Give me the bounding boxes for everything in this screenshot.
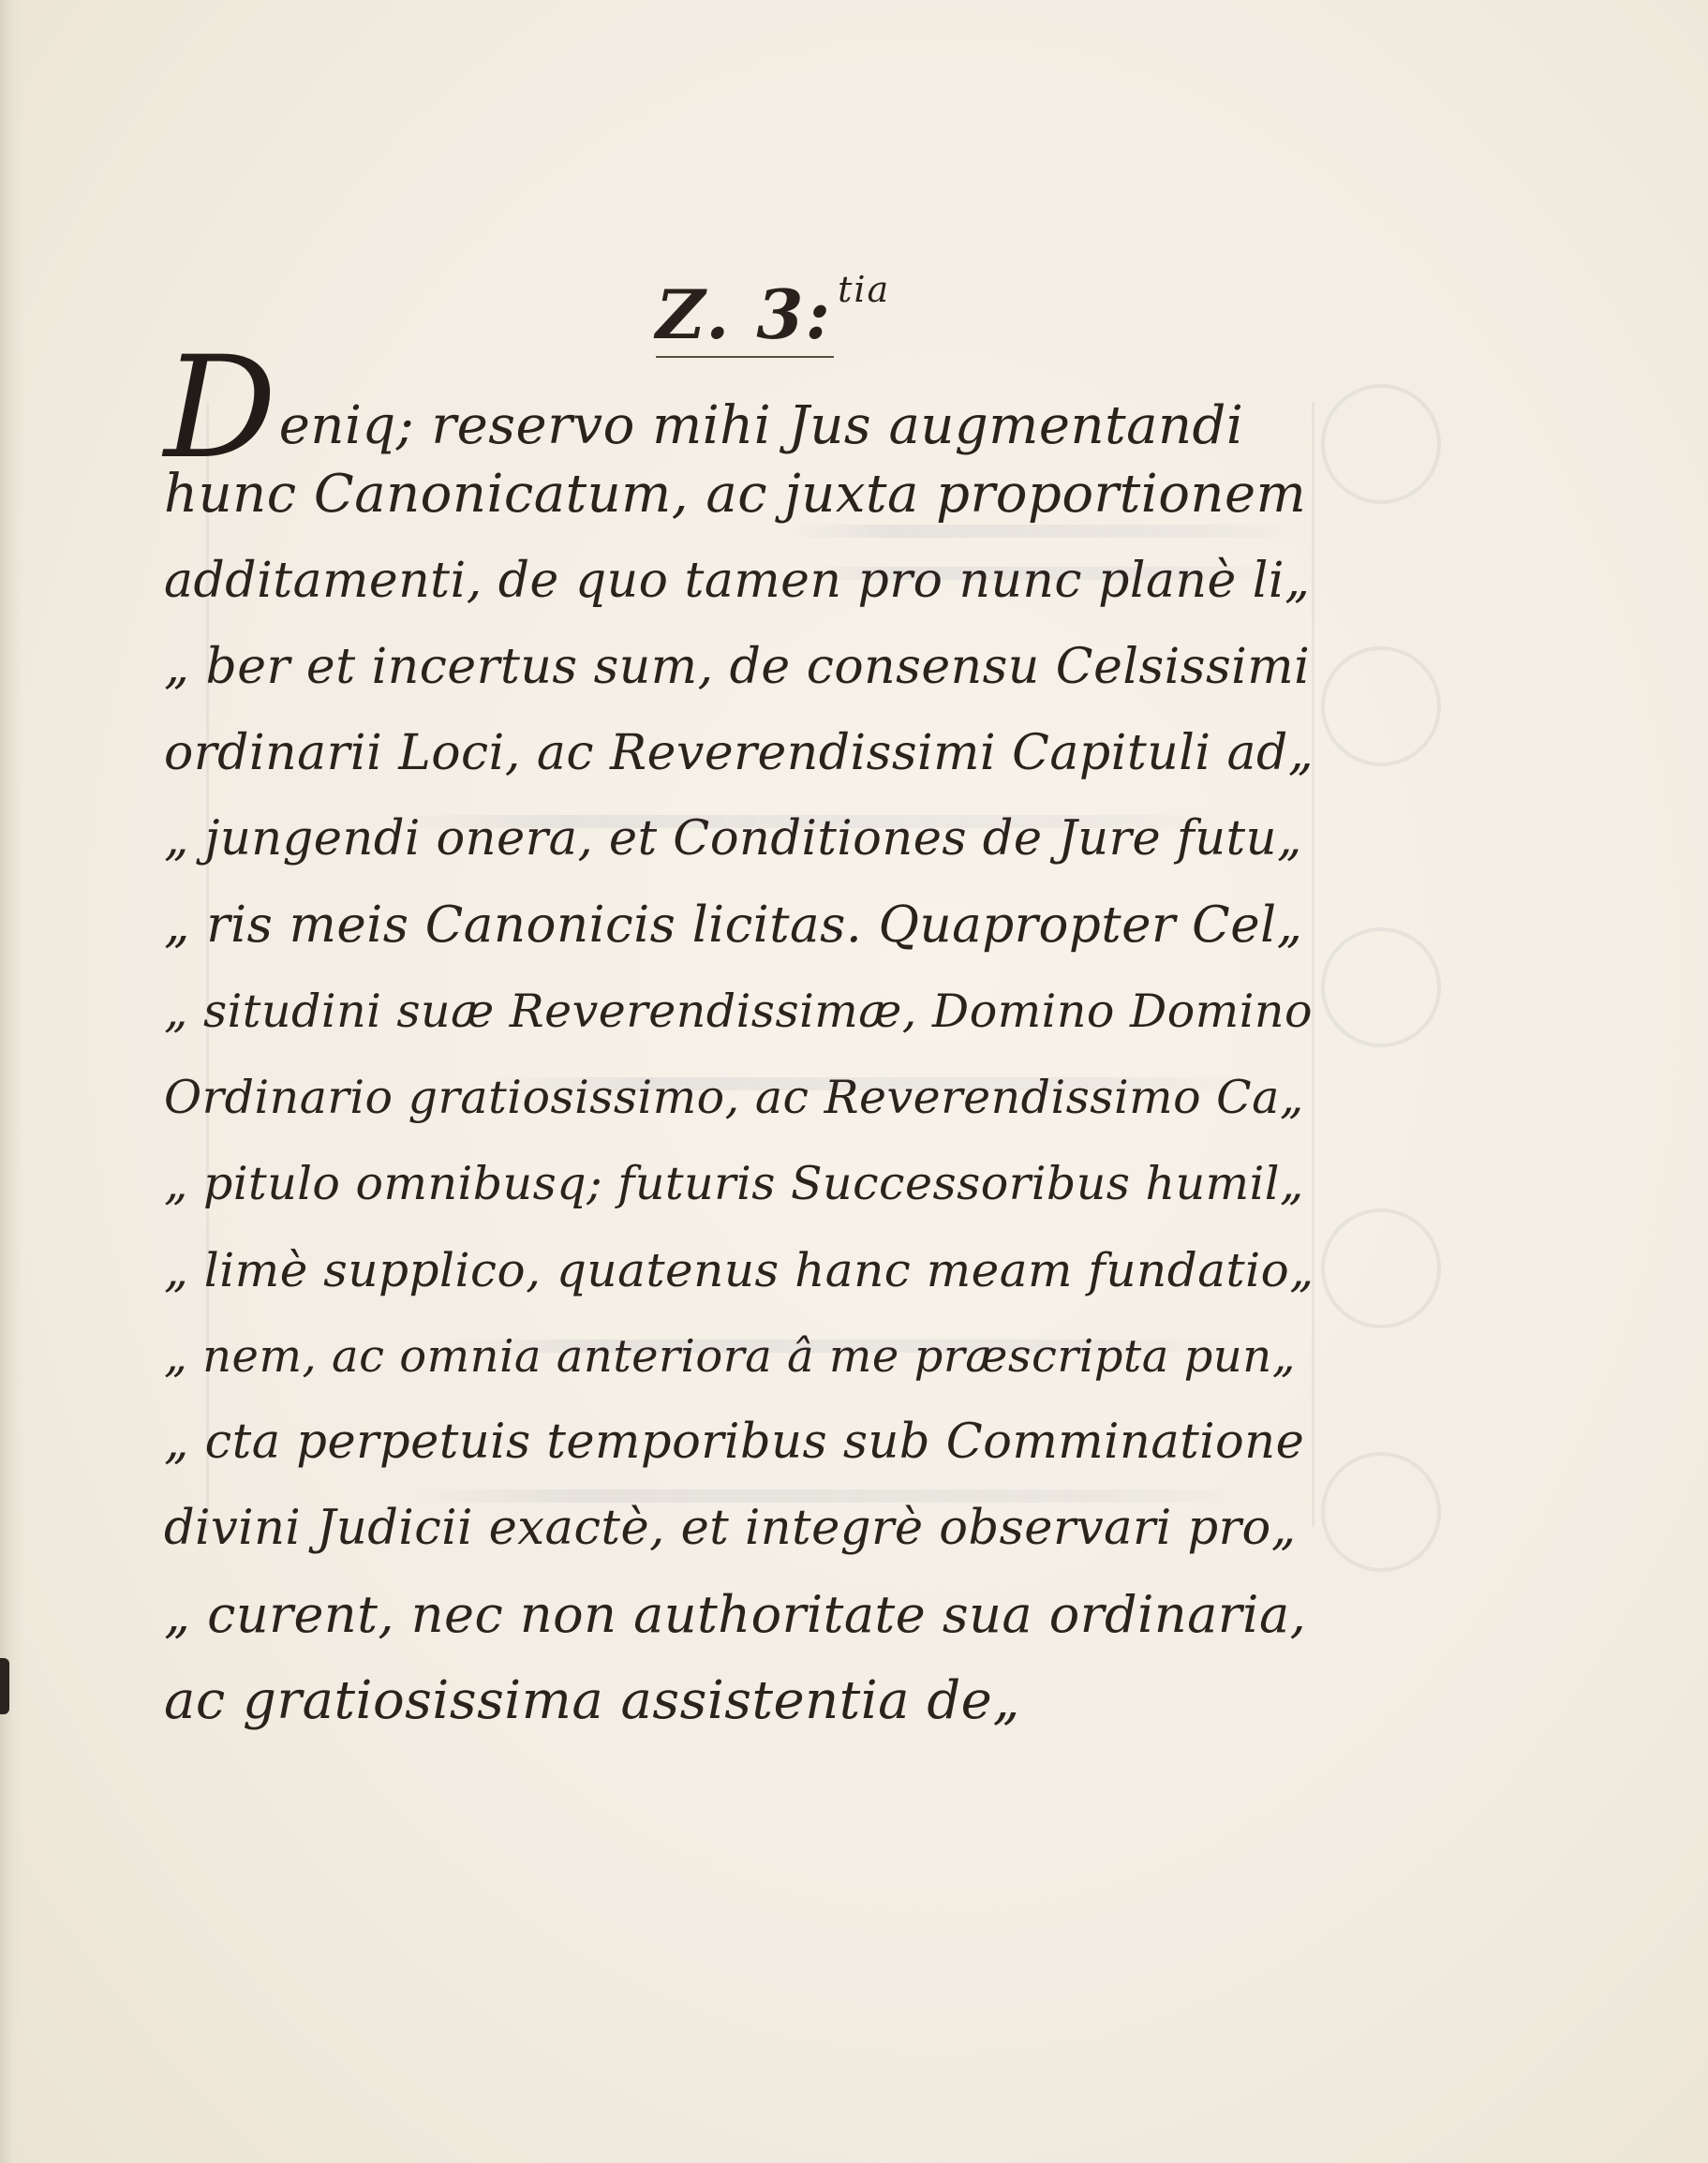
drop-capital: D xyxy=(164,327,277,490)
text-line: „ curent, nec non authoritate sua ordinaria, xyxy=(164,1585,1307,1644)
text-line: ac gratiosissima assistentia de„ xyxy=(164,1670,1020,1731)
text-line: „ pitulo omnibusq; futuris Successoribus humil„ xyxy=(164,1157,1304,1210)
section-ordinal-superscript: tia xyxy=(838,269,891,310)
section-number: Z. 3: xyxy=(656,274,833,354)
text-line: „ situdini suæ Reverendissimæ, Domino Domino xyxy=(164,985,1313,1038)
text-line: „ ber et incertus sum, de consensu Celsissimi xyxy=(164,639,1311,695)
binding-mark xyxy=(0,1658,9,1714)
text-line: „ ris meis Canonicis licitas. Quapropter Cel„ xyxy=(164,896,1303,954)
text-line: divini Judicii exactè, et integrè observari pro„ xyxy=(164,1501,1297,1556)
section-heading xyxy=(656,269,899,354)
text-line: „ limè supplico, quatenus hanc meam fundatio„ xyxy=(164,1243,1314,1297)
text-line: „ cta perpetuis temporibus sub Comminatione xyxy=(164,1415,1305,1470)
text-line: Deniq; reservo mihi Jus augmentandi xyxy=(164,327,1244,490)
page-gutter-shadow xyxy=(0,0,24,2163)
text-line: Ordinario gratiosissimo, ac Reverendissimo Ca„ xyxy=(164,1071,1304,1124)
text-line: „ jungendi onera, et Conditiones de Jure futu„ xyxy=(164,811,1302,867)
text-line: „ nem, ac omnia anteriora â me præscripta pun„ xyxy=(164,1330,1296,1383)
text-line: ordinarii Loci, ac Reverendissimi Capituli ad„ xyxy=(164,725,1314,781)
heading-underline xyxy=(656,356,834,358)
text-line: hunc Canonicatum, ac juxta proportionem xyxy=(164,464,1307,525)
manuscript-text xyxy=(164,327,1316,1744)
text-line: additamenti, de quo tamen pro nunc planè li„ xyxy=(164,553,1311,609)
